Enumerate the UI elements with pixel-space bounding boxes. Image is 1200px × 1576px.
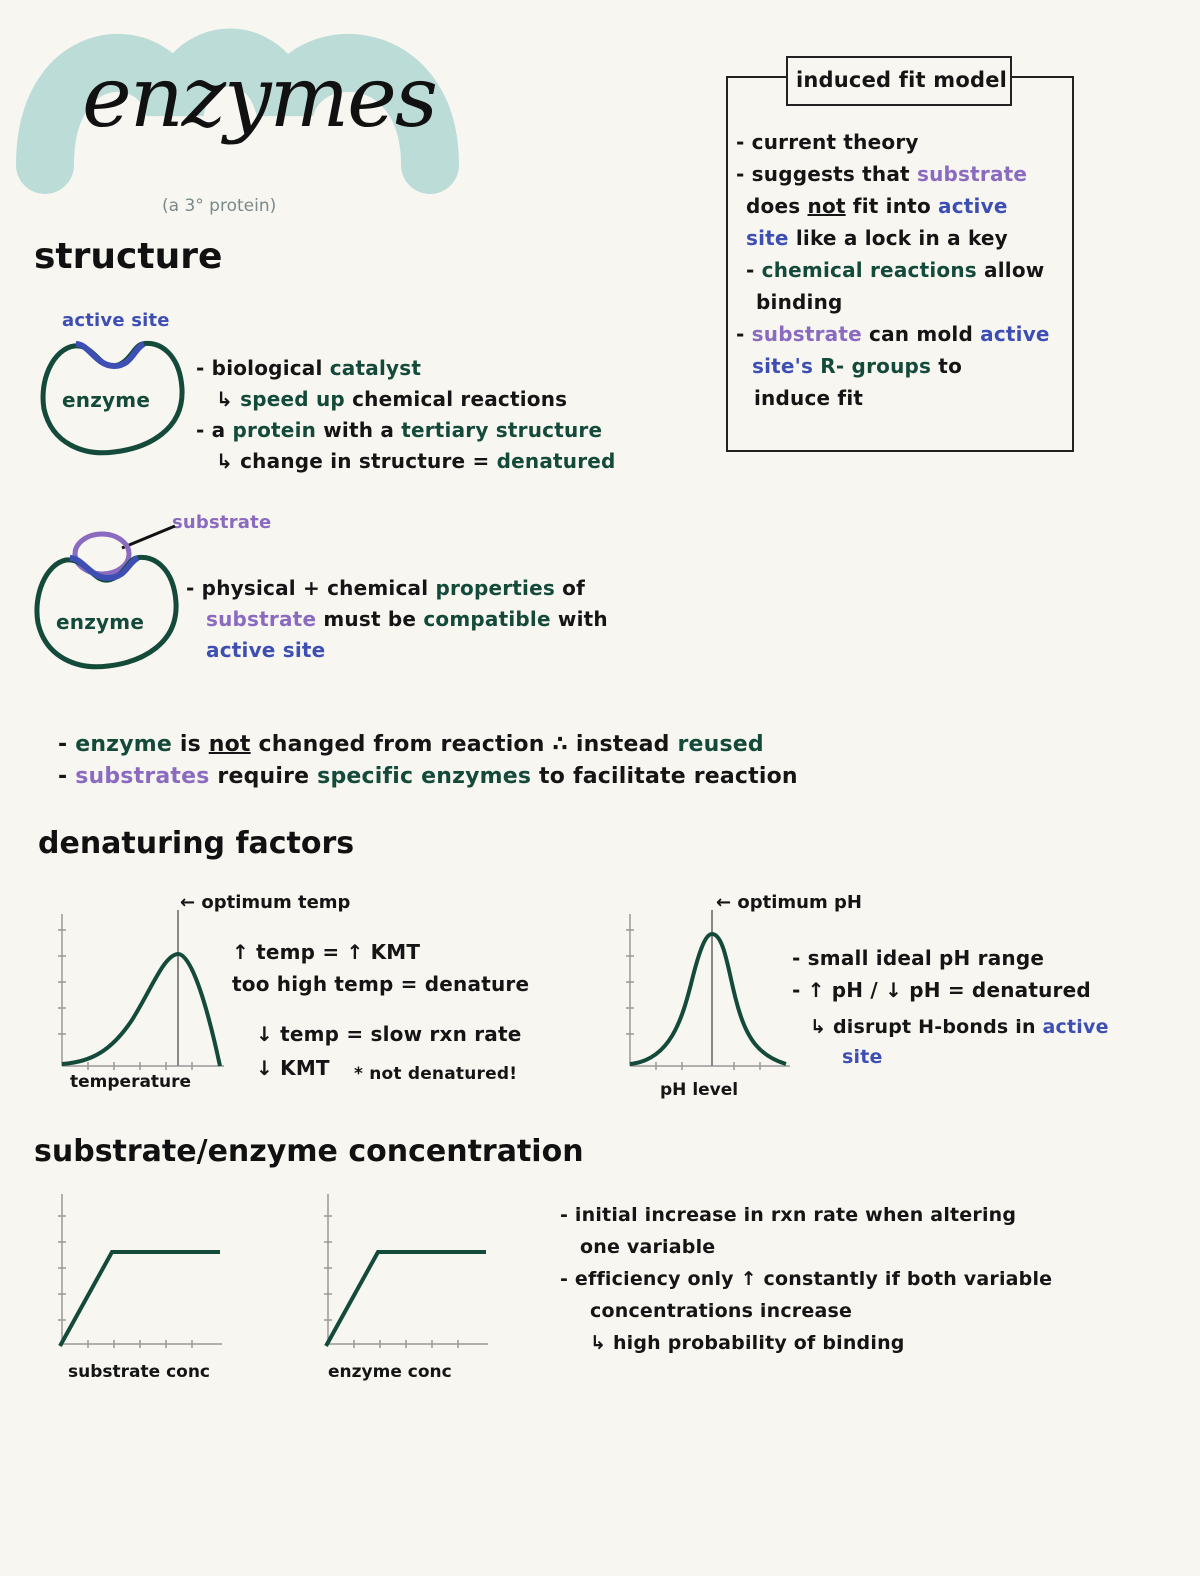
line-prefix: -: [196, 418, 212, 442]
page-subtitle: (a 3° protein): [162, 196, 277, 216]
note-line: [196, 418, 602, 442]
substrate-label: substrate: [172, 512, 272, 533]
line-prefix: ↳: [216, 387, 241, 411]
note-line: [196, 356, 421, 380]
note-line: [746, 226, 1008, 250]
enzyme-substrate-diagram: [30, 520, 190, 680]
line-text: substrate: [206, 607, 317, 631]
note-line: [754, 386, 863, 410]
line-text: enzyme: [75, 732, 172, 757]
note-line: [746, 258, 1044, 282]
line-text: specific enzymes: [317, 764, 532, 789]
note-line: [206, 607, 608, 631]
line-text: like a lock in a key: [788, 226, 1008, 250]
line-text: substrates: [75, 764, 210, 789]
line-prefix: -: [736, 130, 752, 154]
line-prefix: -: [736, 162, 752, 186]
line-text: small ideal pH range: [807, 946, 1045, 970]
temp-notes: [232, 940, 592, 1090]
substrate-conc-graph: [52, 1186, 232, 1356]
line-text: to facilitate reaction: [531, 764, 798, 789]
line-prefix: ↳: [216, 449, 241, 473]
note-line: [560, 1268, 1052, 1290]
line-text: denatured: [496, 449, 616, 473]
line-text: of: [555, 576, 586, 600]
structure-notes-1: [196, 356, 716, 480]
line-text: active site: [206, 638, 326, 662]
note-line: [736, 130, 919, 154]
enzyme-label-2: enzyme: [56, 610, 145, 634]
line-text: can mold: [861, 322, 981, 346]
note-line: [810, 1016, 1109, 1038]
denaturing-heading: denaturing factors: [38, 826, 355, 861]
concentration-heading: substrate/enzyme concentration: [34, 1134, 584, 1169]
note-line: [58, 764, 798, 789]
temp-note: * not denatured!: [354, 1064, 518, 1084]
line-text: with: [550, 607, 608, 631]
line-text: properties: [435, 576, 555, 600]
line-text: induce fit: [754, 386, 864, 410]
line-prefix: -: [736, 322, 752, 346]
ph-optimum-label: ← optimum pH: [716, 892, 862, 913]
note-line: [216, 449, 616, 473]
line-prefix: ↳: [810, 1016, 833, 1038]
line-text: changed from reaction ∴ instead: [250, 732, 678, 757]
line-text: tertiary structure: [401, 418, 603, 442]
line-text: change in structure =: [240, 449, 497, 473]
enzyme-conc-xlabel: enzyme conc: [328, 1362, 452, 1382]
note-line: [736, 162, 1027, 186]
line-text: active: [980, 322, 1050, 346]
line-prefix: -: [58, 764, 76, 789]
line-text: disrupt H-bonds in: [832, 1016, 1043, 1038]
line-prefix: -: [186, 576, 202, 600]
line-text: site: [746, 226, 789, 250]
active-site-label: active site: [62, 310, 170, 331]
line-text: chemical reactions: [344, 387, 568, 411]
line-text: not: [208, 732, 251, 757]
substrate-conc-xlabel: substrate conc: [68, 1362, 211, 1382]
line-text: high probability of binding: [612, 1332, 905, 1354]
line-text: protein: [232, 418, 317, 442]
line-text: R- groups: [813, 354, 932, 378]
note-line: [590, 1300, 852, 1322]
line-text: initial increase in rxn rate when altering: [574, 1204, 1017, 1226]
temp-optimum-label: ← optimum temp: [180, 892, 351, 913]
line-prefix: -: [58, 732, 76, 757]
enzyme-label-1: enzyme: [62, 388, 151, 412]
note-line: [752, 354, 962, 378]
line-text: binding: [756, 290, 843, 314]
line-text: does: [746, 194, 808, 218]
ph-graph: [620, 900, 800, 1080]
temperature-graph: [52, 900, 232, 1080]
induced-fit-title: induced fit model: [796, 68, 1008, 92]
line-text: concentrations increase: [590, 1300, 853, 1322]
ph-xlabel: pH level: [660, 1080, 739, 1100]
page-title: enzymes: [82, 48, 436, 146]
note-line: [746, 194, 1008, 218]
line-text: biological: [211, 356, 330, 380]
note-line: [58, 732, 764, 757]
ph-notes: [792, 946, 1172, 1076]
line-text: substrate: [751, 322, 862, 346]
note-line: [186, 576, 585, 600]
line-prefix: -: [196, 356, 212, 380]
line-text: active: [1042, 1016, 1109, 1038]
note-line: [580, 1236, 715, 1258]
note-line: [792, 946, 1044, 970]
line-text: site's: [752, 354, 814, 378]
line-text: substrate: [916, 162, 1028, 186]
line-text: is: [171, 732, 209, 757]
line-prefix: -: [560, 1268, 575, 1290]
line-text: to: [931, 354, 963, 378]
line-prefix: -: [746, 258, 762, 282]
temp-note: ↑ temp = ↑ KMT: [232, 940, 421, 964]
line-text: physical + chemical: [201, 576, 436, 600]
line-prefix: -: [792, 978, 808, 1002]
induced-fit-notes: [736, 130, 1066, 420]
note-line: [842, 1046, 883, 1068]
line-text: active: [938, 194, 1008, 218]
structure-heading: structure: [34, 236, 223, 277]
line-text: site: [842, 1046, 883, 1068]
note-line: [206, 638, 325, 662]
note-line: [560, 1204, 1016, 1226]
line-prefix: -: [560, 1204, 575, 1226]
line-text: suggests that: [751, 162, 917, 186]
line-text: speed up: [240, 387, 345, 411]
line-prefix: -: [792, 946, 808, 970]
concentration-notes: [560, 1204, 1180, 1364]
temp-note: ↓ temp = slow rxn rate: [256, 1022, 522, 1046]
line-text: one variable: [580, 1236, 716, 1258]
note-line: [756, 290, 843, 314]
line-text: allow: [976, 258, 1045, 282]
temp-note: ↓ KMT: [256, 1056, 330, 1080]
structure-notes-2: [186, 576, 706, 672]
temp-xlabel: temperature: [70, 1072, 192, 1092]
temp-note: too high temp = denature: [232, 972, 530, 996]
line-text: reused: [677, 732, 764, 757]
note-line: [590, 1332, 905, 1354]
line-text: efficiency only ↑ constantly if both variable: [574, 1268, 1053, 1290]
line-text: chemical reactions: [761, 258, 977, 282]
line-text: catalyst: [329, 356, 422, 380]
note-line: [216, 387, 567, 411]
line-text: require: [209, 764, 318, 789]
line-prefix: ↳: [590, 1332, 613, 1354]
line-text: not: [807, 194, 846, 218]
enzyme-conc-graph: [318, 1186, 498, 1356]
line-text: compatible: [423, 607, 551, 631]
note-line: [736, 322, 1050, 346]
structure-notes-3: [58, 732, 918, 796]
note-line: [792, 978, 1091, 1002]
line-text: must be: [316, 607, 424, 631]
line-text: with a: [316, 418, 402, 442]
line-text: current theory: [751, 130, 919, 154]
line-text: fit into: [845, 194, 939, 218]
line-text: a: [211, 418, 233, 442]
line-text: ↑ pH / ↓ pH = denatured: [807, 978, 1091, 1002]
